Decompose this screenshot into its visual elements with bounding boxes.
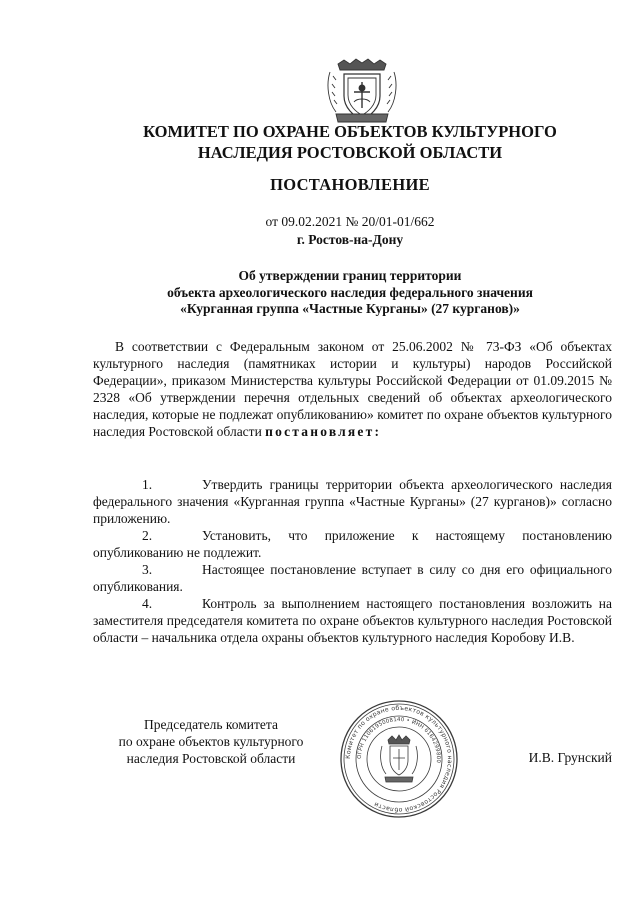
subject-line: объекта археологического наследия федерального значения — [167, 284, 533, 300]
signatory-title — [93, 716, 329, 767]
coat-of-arms-emblem — [324, 58, 400, 126]
signatory-title-line: Председатель комитета — [144, 717, 278, 732]
committee-name-line: КОМИТЕТ ПО ОХРАНЕ ОБЪЕКТОВ КУЛЬТУРНОГО — [143, 122, 557, 141]
item-text: Настоящее постановление вступает в силу со дня его официального опубликования. — [93, 562, 612, 594]
item-text: Контроль за выполнением настоящего постановления возложить на заместителя председателя комитета по охране объектов культурного наследия Ростовской области – начальника отдела охраны объектов культурного наследия Коробову И.В. — [93, 596, 612, 645]
item-number: 2. — [142, 528, 153, 543]
decree-item — [93, 476, 612, 527]
document-type-title: ПОСТАНОВЛЕНИЕ — [270, 175, 430, 194]
decree-items — [93, 476, 612, 646]
preamble-paragraph — [93, 338, 612, 440]
subject-line: «Курганная группа «Частные Курганы» (27 курганов)» — [180, 301, 520, 316]
committee-name-line: НАСЛЕДИЯ РОСТОВСКОЙ ОБЛАСТИ — [197, 143, 503, 162]
item-text: Утвердить границы территории объекта археологического наследия федерального значения «Курганная группа «Частные Курганы» (27 курганов)» согласно приложению. — [93, 477, 612, 526]
decree-item — [93, 561, 612, 595]
seal-inner-text: ОГРН 1106195008140 • ИНН 6164299800 — [356, 716, 442, 764]
decree-item — [93, 527, 612, 561]
item-number: 1. — [142, 477, 153, 492]
item-text: Установить, что приложение к настоящему постановлению опубликованию не подлежит. — [93, 528, 612, 560]
signatory-title-line: по охране объектов культурного — [118, 734, 304, 749]
date-number: от 09.02.2021 № 20/01-01/662 — [265, 214, 435, 229]
official-seal-stamp — [338, 698, 460, 820]
signatory-name: И.В. Грунский — [528, 750, 612, 765]
signatory-title-line: наследия Ростовской области — [126, 751, 296, 766]
item-number: 3. — [142, 562, 153, 577]
document-subject — [60, 268, 640, 318]
seal-outer-text: Комитет по охране объектов культурного наследия Ростовской области — [344, 704, 454, 814]
subject-line: Об утверждении границ территории — [238, 268, 462, 283]
item-number: 4. — [142, 596, 153, 611]
decree-word: постановляет: — [265, 424, 382, 439]
committee-name — [60, 121, 640, 163]
preamble-text: В соответствии с Федеральным законом от 25.06.2002 № 73-ФЗ «Об объектах культурного наследия (памятниках истории и культуры) народов Российской Федерации», приказом Министерства культуры Российской Федерации от 01.09.2015 № 2328 «Об утверждении перечня отдельных сведений об объектах археологического наследия, которые не подлежат опубликованию» комитет по охране объектов культурного наследия Ростовской области — [93, 339, 612, 439]
document-meta — [60, 213, 640, 249]
decree-item — [93, 595, 612, 646]
city: г. Ростов-на-Дону — [296, 232, 404, 247]
